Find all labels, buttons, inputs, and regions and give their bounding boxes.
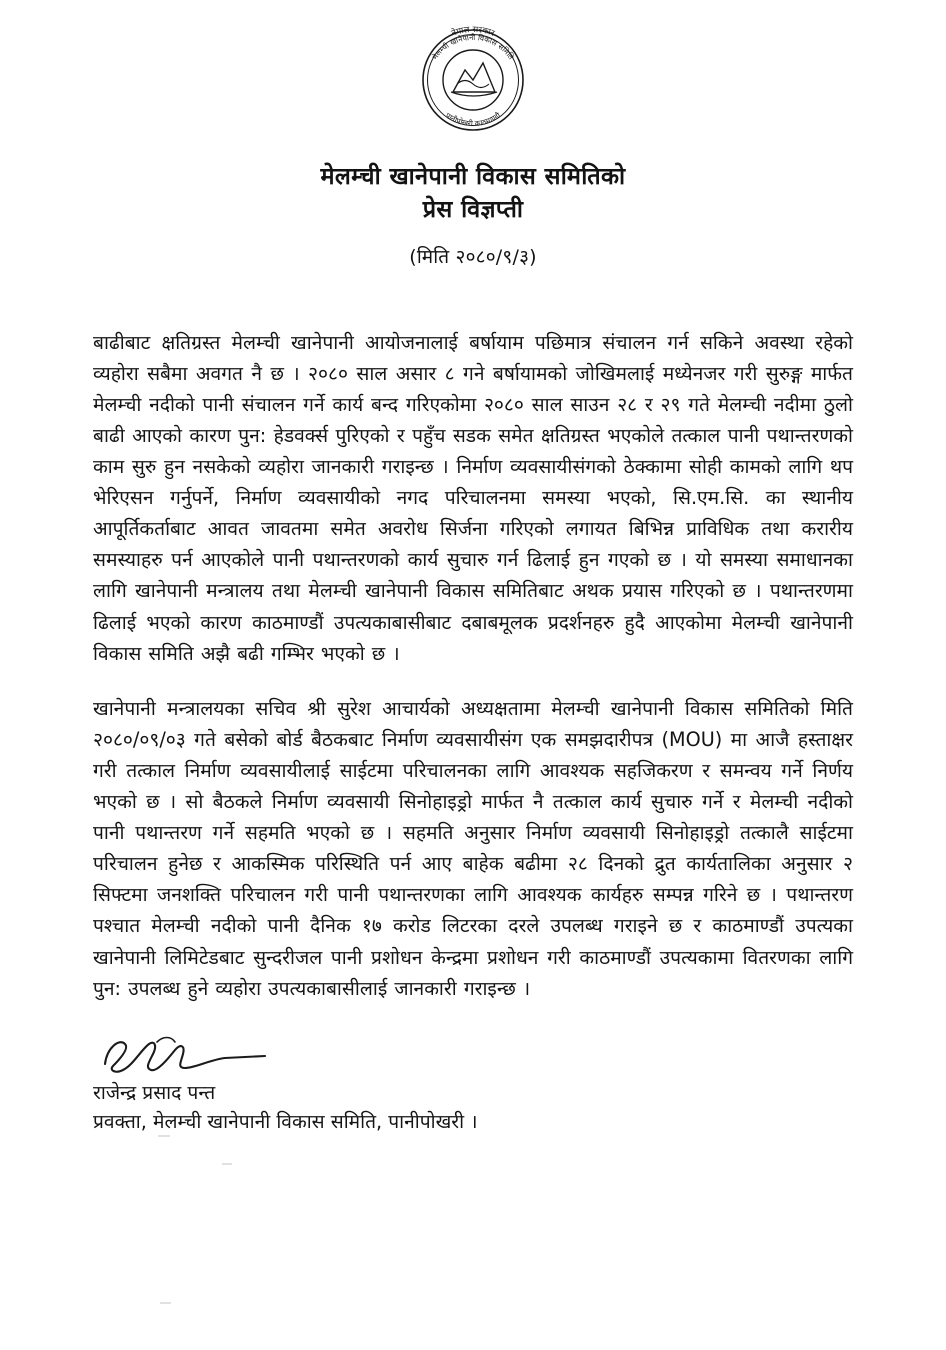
- signer-role: प्रवक्ता, मेलम्ची खानेपानी विकास समिति, पानीपोखरी ।: [93, 1110, 478, 1134]
- svg-text:नेपाल सरकार: नेपाल सरकार: [450, 24, 496, 39]
- title-line-2: प्रेस विज्ञप्ती: [422, 195, 524, 224]
- paragraph: बाढीबाट क्षतिग्रस्त मेलम्ची खानेपानी आयोजनालाई बर्षायाम पछिमात्र संचालन गर्न सकिने अवस्था रहेको व्यहोरा सबैमा अवगत नै छ । २०८० साल असार ८ गने बर्षायामको जोखिमलाई मध्येनजर गरी सुरुङ्ग मार्फत मेलम्ची नदीको पानी संचालन गर्ने कार्य बन्द गरिएकोमा २०८० साल साउन २८ र २९ गते मेलम्ची नदीमा ठुलो बाढी आएको कारण पुन: हेडवर्क्स पुरिएको र पहुँच सडक समेत क्षतिग्रस्त भएकोले तत्काल पानी पथान्तरणको काम सुरु हुन नसकेको व्यहोरा जानकारी गराइन्छ । निर्माण व्यवसायीसंगको ठेक्कामा सोही कामको लागि थप भेरिएसन गर्नुपर्ने, निर्माण व्यवसायीको नगद परिचालनमा समस्या भएको, सि.एम.सि. का स्थानीय आपूर्तिकर्ताबाट आवत जावतमा समेत अवरोध सिर्जना गरिएको लगायत बिभिन्न प्राविधिक तथा करारीय समस्याहरु पर्न आएकोले पानी पथान्तरणको कार्य सुचारु गर्न ढिलाई हुन गएको छ । यो समस्या समाधानका लागि खानेपानी मन्त्रालय तथा मेलम्ची खानेपानी विकास समितिबाट अथक प्रयास गरिएको छ । पथान्तरणमा ढिलाई भएको कारण काठमाण्डौं उपत्यकाबासीबाट दबाबमूलक प्रदर्शनहरु हुदै आएकोमा मेलम्ची खानेपानी विकास समिति अझै बढी गम्भिर भएको छ ।: [93, 330, 853, 665]
- document-date: (मिति २०८०/९/३): [409, 245, 537, 268]
- title-line-1: मेलम्ची खानेपानी विकास समितिको: [320, 162, 626, 190]
- scan-speck: [222, 1163, 232, 1165]
- scan-speck: [160, 1302, 171, 1304]
- document-title: [0, 160, 946, 227]
- paragraph: खानेपानी मन्त्रालयका सचिव श्री सुरेश आचार्यको अध्यक्षतामा मेलम्ची खानेपानी विकास समितिको मिति २०८०/०९/०३ गते बसेको बोर्ड बैठकबाट निर्माण व्यवसायीसंग एक समझदारीपत्र (MOU) मा आजै हस्ताक्षर गरी तत्काल निर्माण व्यवसायीलाई साईटमा परिचालनका लागि आवश्यक सहजिकरण र समन्वय गर्ने निर्णय भएको छ । सो बैठकले निर्माण व्यवसायी सिनोहाइड्रो मार्फत नै तत्काल कार्य सुचारु गर्ने र मेलम्ची नदीको पानी पथान्तरण गर्ने सहमति भएको छ । सहमति अनुसार निर्माण व्यवसायी सिनोहाइड्रो तत्कालै साईटमा परिचालन हुनेछ र आकस्मिक परिस्थिति पर्न आए बाहेक बढीमा २८ दिनको द्रुत कार्यतालिका अनुसार २ सिफ्टमा जनशक्ति परिचालन गरी पानी पथान्तरणका लागि आवश्यक कार्यहरु सम्पन्न गरिने छ । पथान्तरण पश्चात मेलम्ची नदीको पानी दैनिक १७ करोड लिटरका दरले उपलब्ध गराइने छ र काठमाण्डौं उपत्यका खानेपानी लिमिटेडबाट सुन्दरीजल पानी प्रशोधन केन्द्रमा प्रशोधन गरी काठमाण्डौं उपत्यकामा वितरणका लागि पुन: उपलब्ध हुने व्यहोरा उपत्यकाबासीलाई जानकारी गराइन्छ ।: [93, 696, 853, 1000]
- emblem-container: [0, 0, 946, 140]
- svg-text:पानीपोखरी काठमाण्डौ: पानीपोखरी काठमाण्डौ: [443, 110, 503, 129]
- nepal-government-emblem-icon: [407, 22, 539, 140]
- scan-speck: [158, 1135, 170, 1137]
- svg-text:मेलम्ची खानेपानी विकास समिति: मेलम्ची खानेपानी विकास समिति: [430, 32, 516, 62]
- signer-name: राजेन्द्र प्रसाद पन्त: [93, 1080, 216, 1104]
- document-body: [93, 269, 853, 1004]
- handwritten-signature-icon: [97, 1030, 287, 1082]
- signature-block: [93, 1030, 853, 1138]
